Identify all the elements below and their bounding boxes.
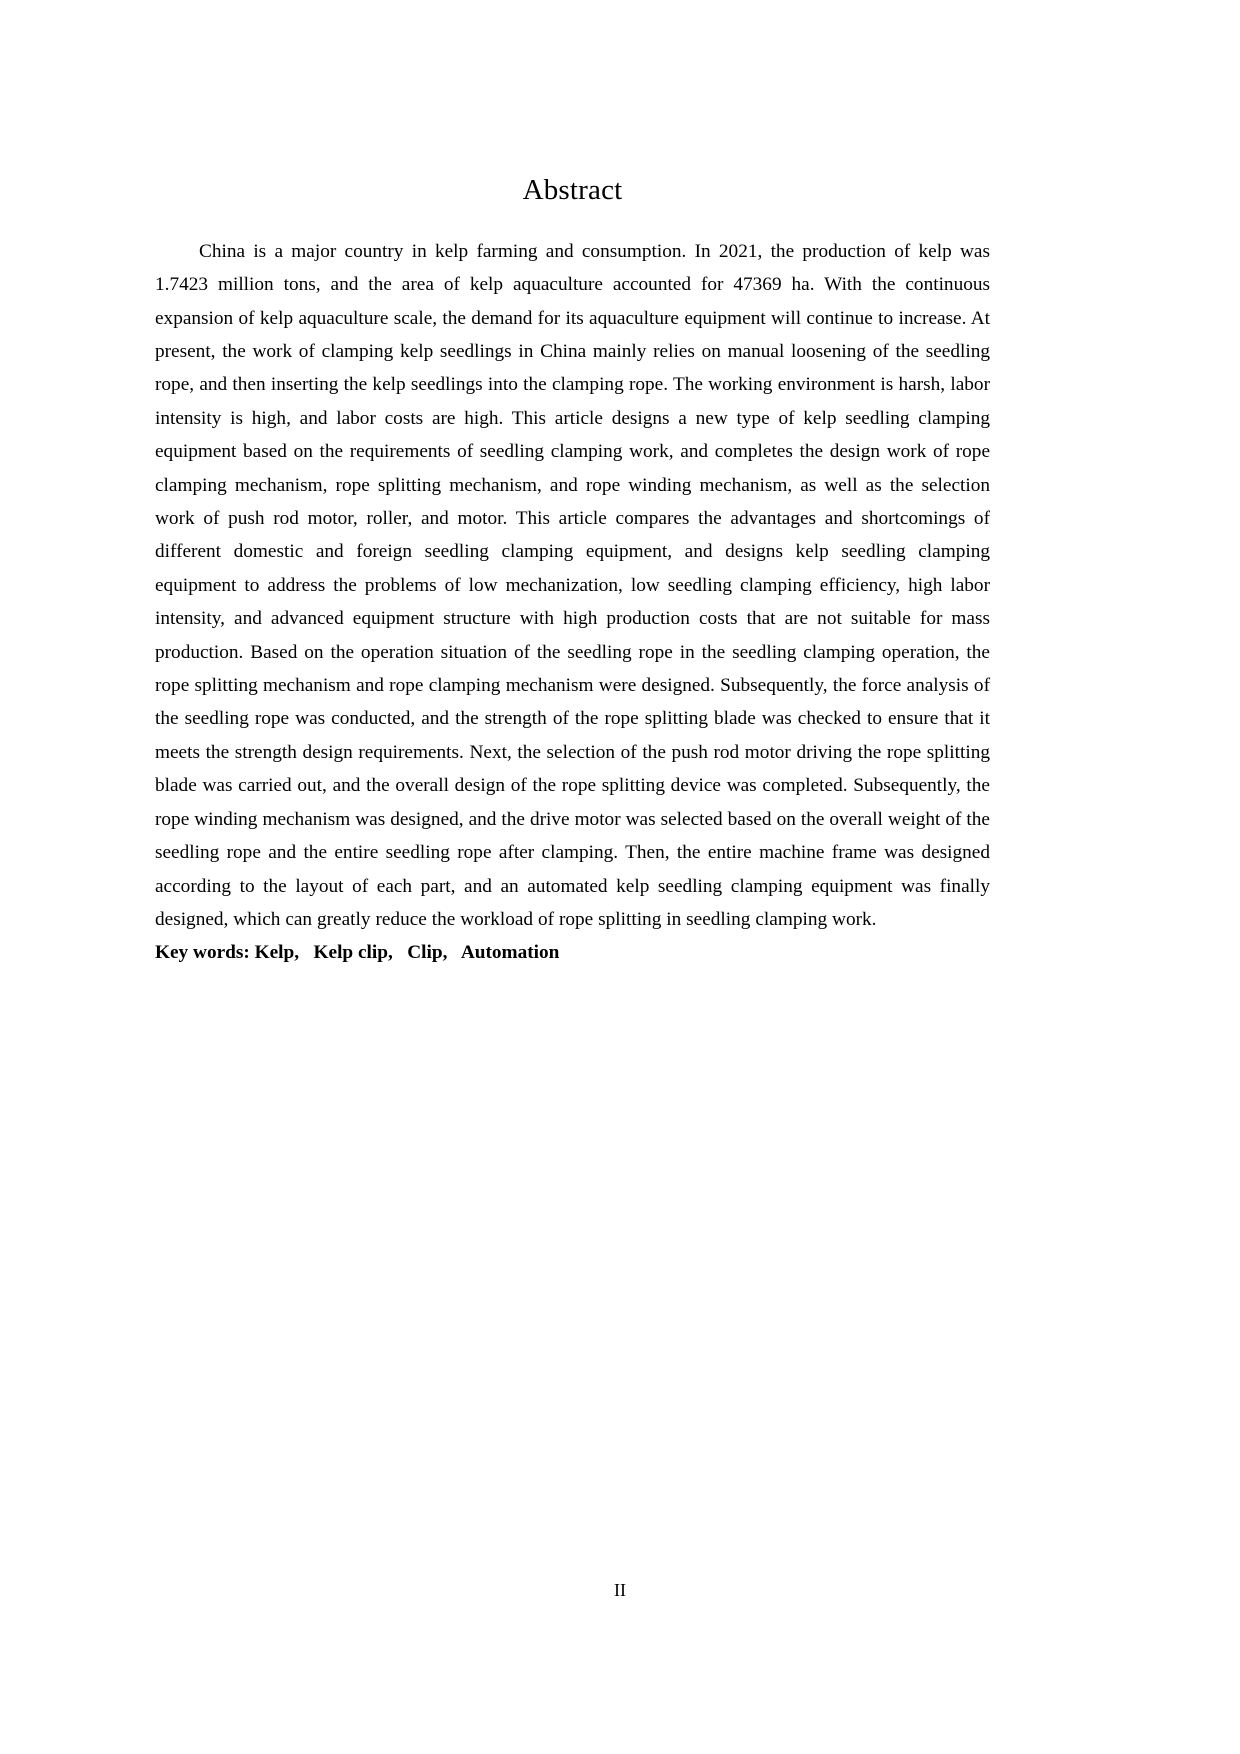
abstract-paragraph: China is a major country in kelp farming and consumption. In 2021, the production of kelp was 1.7423 million tons, and the area of kelp aquaculture accounted for 47369 ha. With the continuous expansion of kelp aquaculture scale, the demand for its aquaculture equipment will continue to increase. At present, the work of clamping kelp seedlings in China mainly relies on manual loosening of the seedling rope, and then inserting the kelp seedlings into the clamping rope. The working environment is harsh, labor intensity is high, and labor costs are high. This article designs a new type of kelp seedling clamping equipment based on the requirements of seedling clamping work, and completes the design work of rope clamping mechanism, rope splitting mechanism, and rope winding mechanism, as well as the selection work of push rod motor, roller, and motor. This article compares the advantages and shortcomings of different domestic and foreign seedling clamping equipment, and designs kelp seedling clamping equipment to address the problems of low mechanization, low seedling clamping efficiency, high labor intensity, and advanced equipment structure with high production costs that are not suitable for mass production. Based on the operation situation of the seedling rope in the seedling clamping operation, the rope splitting mechanism and rope clamping mechanism were designed. Subsequently, the force analysis of the seedling rope was conducted, and the strength of the rope splitting blade was checked to ensure that it meets the strength design requirements. Next, the selection of the push rod motor driving the rope splitting blade was carried out, and the overall design of the rope splitting device was completed. Subsequently, the rope winding mechanism was designed, and the drive motor was selected based on the overall weight of the seedling rope and the entire seedling rope after clamping. Then, the entire machine frame was designed according to the layout of each part, and an automated kelp seedling clamping equipment was finally designed, which can greatly reduce the workload of rope splitting in seedling clamping work.	[155, 240, 990, 930]
page-title: Abstract	[522, 174, 623, 206]
page-number: II	[614, 1580, 626, 1600]
keywords-line: Key words: Kelp, Kelp clip, Clip, Automation	[155, 942, 560, 964]
page-content	[155, 0, 990, 970]
